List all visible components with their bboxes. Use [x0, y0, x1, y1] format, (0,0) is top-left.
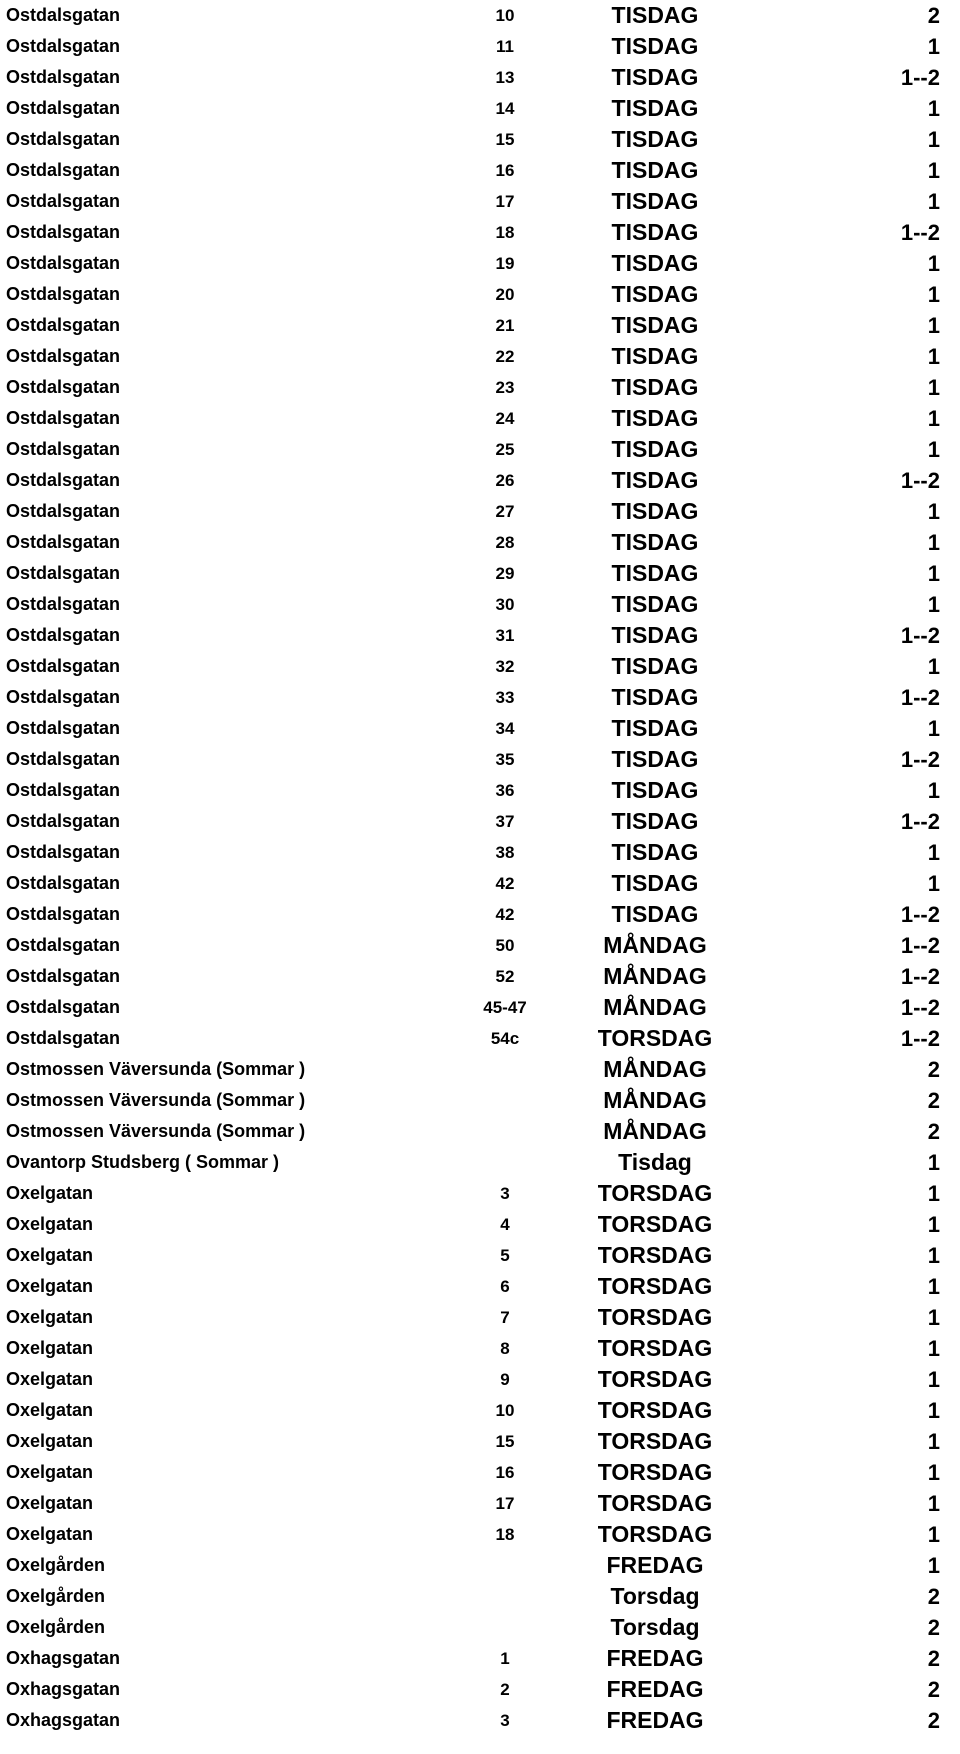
week-number: 1--2	[900, 1026, 940, 1051]
collection-day: FREDAG	[606, 1707, 704, 1733]
house-number: 22	[495, 347, 515, 366]
street-name: Ovantorp Studsberg ( Sommar )	[6, 1152, 280, 1172]
week-number: 1	[927, 561, 940, 586]
week-number: 1	[927, 716, 940, 741]
house-number: 17	[495, 192, 515, 211]
week-number: 1	[927, 282, 940, 307]
house-number: 20	[495, 285, 515, 304]
house-number: 5	[500, 1246, 510, 1265]
table-row	[0, 1519, 960, 1550]
collection-day: TISDAG	[611, 870, 699, 896]
table-row	[0, 31, 960, 62]
street-name: Oxhagsgatan	[6, 1648, 121, 1668]
table-row	[0, 589, 960, 620]
table-row	[0, 806, 960, 837]
collection-day: TISDAG	[611, 405, 699, 431]
house-number: 28	[495, 533, 515, 552]
house-number: 30	[495, 595, 515, 614]
house-number: 15	[495, 1432, 515, 1451]
house-number: 16	[495, 161, 515, 180]
table-row	[0, 1023, 960, 1054]
house-number: 21	[495, 316, 515, 335]
collection-day: MÅNDAG	[603, 1087, 707, 1113]
table-row	[0, 279, 960, 310]
table-row	[0, 0, 960, 31]
collection-day: TISDAG	[611, 188, 699, 214]
street-name: Ostdalsgatan	[6, 532, 121, 552]
collection-day: TISDAG	[611, 653, 699, 679]
house-number: 7	[500, 1308, 510, 1327]
street-name: Ostdalsgatan	[6, 408, 121, 428]
collection-day: Tisdag	[618, 1149, 692, 1175]
house-number: 42	[495, 874, 515, 893]
collection-day: TORSDAG	[597, 1304, 713, 1330]
house-number: 14	[495, 99, 515, 118]
week-number: 1	[927, 158, 940, 183]
table-row	[0, 93, 960, 124]
house-number: 11	[496, 37, 514, 56]
street-name: Ostdalsgatan	[6, 191, 121, 211]
street-name: Oxelgatan	[6, 1493, 94, 1513]
street-name: Ostdalsgatan	[6, 470, 121, 490]
week-number: 1	[927, 437, 940, 462]
table-row	[0, 1271, 960, 1302]
street-name: Oxelgatan	[6, 1338, 94, 1358]
table-row	[0, 1581, 960, 1612]
house-number: 4	[500, 1215, 510, 1234]
table-row	[0, 62, 960, 93]
week-number: 1--2	[900, 623, 940, 648]
street-name: Oxelgatan	[6, 1307, 94, 1327]
house-number: 3	[500, 1184, 510, 1203]
collection-day: TISDAG	[611, 2, 699, 28]
house-number: 13	[495, 68, 515, 87]
week-number: 2	[927, 1615, 940, 1640]
week-number: 1--2	[900, 902, 940, 927]
street-name: Ostdalsgatan	[6, 997, 121, 1017]
week-number: 1	[927, 499, 940, 524]
collection-day: MÅNDAG	[603, 1118, 707, 1144]
street-name: Ostdalsgatan	[6, 129, 121, 149]
street-name: Ostdalsgatan	[6, 718, 121, 738]
table-row	[0, 620, 960, 651]
week-number: 1	[927, 313, 940, 338]
table-row	[0, 248, 960, 279]
table-row	[0, 961, 960, 992]
collection-day: TORSDAG	[597, 1490, 713, 1516]
week-number: 1	[927, 34, 940, 59]
table-row	[0, 1612, 960, 1643]
collection-day: TORSDAG	[597, 1335, 713, 1361]
house-number: 9	[500, 1370, 510, 1389]
table-row	[0, 1054, 960, 1085]
table-row	[0, 992, 960, 1023]
house-number: 10	[495, 1401, 515, 1420]
house-number: 19	[495, 254, 515, 273]
collection-day: TISDAG	[611, 374, 699, 400]
collection-day: TISDAG	[611, 157, 699, 183]
week-number: 2	[927, 1088, 940, 1113]
week-number: 1	[927, 1491, 940, 1516]
collection-day: TISDAG	[611, 498, 699, 524]
week-number: 1	[927, 1398, 940, 1423]
week-number: 2	[927, 1119, 940, 1144]
table-row	[0, 775, 960, 806]
house-number: 27	[495, 502, 515, 521]
street-name: Ostdalsgatan	[6, 377, 121, 397]
week-number: 1--2	[900, 220, 940, 245]
collection-day: FREDAG	[606, 1645, 704, 1671]
street-name: Ostdalsgatan	[6, 563, 121, 583]
table-row	[0, 1178, 960, 1209]
street-name: Ostdalsgatan	[6, 67, 121, 87]
collection-day: TORSDAG	[597, 1211, 713, 1237]
street-name: Ostdalsgatan	[6, 346, 121, 366]
street-name: Oxelgatan	[6, 1400, 94, 1420]
house-number: 25	[495, 440, 515, 459]
table-row	[0, 1364, 960, 1395]
collection-day: TORSDAG	[597, 1025, 713, 1051]
table-row	[0, 341, 960, 372]
house-number: 24	[495, 409, 515, 428]
street-name: Ostmossen Väversunda (Sommar )	[6, 1090, 306, 1110]
week-number: 2	[927, 3, 940, 28]
week-number: 1--2	[900, 964, 940, 989]
street-name: Oxhagsgatan	[6, 1710, 121, 1730]
house-number: 10	[495, 6, 515, 25]
house-number: 2	[500, 1680, 510, 1699]
week-number: 1	[927, 189, 940, 214]
house-number: 34	[495, 719, 515, 738]
table-row	[0, 899, 960, 930]
street-name: Oxelgatan	[6, 1431, 94, 1451]
collection-day: TORSDAG	[597, 1397, 713, 1423]
week-number: 1--2	[900, 809, 940, 834]
house-number: 3	[500, 1711, 510, 1730]
house-number: 31	[495, 626, 515, 645]
table-row	[0, 1395, 960, 1426]
collection-day: Torsdag	[610, 1583, 700, 1609]
street-name: Ostmossen Väversunda (Sommar )	[6, 1059, 306, 1079]
table-row	[0, 1643, 960, 1674]
collection-day: TORSDAG	[597, 1366, 713, 1392]
street-name: Ostdalsgatan	[6, 842, 121, 862]
table-row	[0, 217, 960, 248]
house-number: 15	[495, 130, 515, 149]
week-number: 1--2	[900, 468, 940, 493]
street-name: Oxelgården	[6, 1617, 106, 1637]
week-number: 1	[927, 778, 940, 803]
house-number: 8	[500, 1339, 510, 1358]
table-row	[0, 1147, 960, 1178]
street-name: Oxelgatan	[6, 1183, 94, 1203]
street-name: Ostdalsgatan	[6, 749, 121, 769]
collection-day: TISDAG	[611, 33, 699, 59]
table-row	[0, 713, 960, 744]
house-number: 37	[495, 812, 515, 831]
collection-day: TISDAG	[611, 126, 699, 152]
street-name: Ostdalsgatan	[6, 1028, 121, 1048]
week-number: 1	[927, 1212, 940, 1237]
street-name: Oxelgatan	[6, 1462, 94, 1482]
table-row	[0, 868, 960, 899]
street-name: Ostdalsgatan	[6, 935, 121, 955]
table-row	[0, 1085, 960, 1116]
table-row	[0, 1550, 960, 1581]
street-name: Ostdalsgatan	[6, 656, 121, 676]
table-row	[0, 1209, 960, 1240]
house-number: 16	[495, 1463, 515, 1482]
collection-day: TORSDAG	[597, 1242, 713, 1268]
house-number: 29	[495, 564, 515, 583]
week-number: 1	[927, 592, 940, 617]
collection-day: MÅNDAG	[603, 994, 707, 1020]
week-number: 2	[927, 1677, 940, 1702]
collection-day: TISDAG	[611, 560, 699, 586]
table-row	[0, 1426, 960, 1457]
street-name: Ostdalsgatan	[6, 315, 121, 335]
week-number: 1	[927, 1522, 940, 1547]
table-row	[0, 1116, 960, 1147]
street-name: Oxelgatan	[6, 1369, 94, 1389]
table-row	[0, 124, 960, 155]
table-row	[0, 930, 960, 961]
table-row	[0, 651, 960, 682]
house-number: 45-47	[483, 998, 527, 1017]
street-name: Ostdalsgatan	[6, 36, 121, 56]
collection-day: FREDAG	[606, 1676, 704, 1702]
house-number: 23	[495, 378, 515, 397]
week-number: 1	[927, 654, 940, 679]
week-number: 1--2	[900, 933, 940, 958]
street-name: Ostdalsgatan	[6, 966, 121, 986]
week-number: 1--2	[900, 65, 940, 90]
table-row	[0, 837, 960, 868]
collection-day: TISDAG	[611, 312, 699, 338]
street-name: Ostdalsgatan	[6, 439, 121, 459]
collection-day: TISDAG	[611, 839, 699, 865]
street-name: Ostdalsgatan	[6, 780, 121, 800]
street-name: Ostdalsgatan	[6, 222, 121, 242]
collection-day: TISDAG	[611, 436, 699, 462]
house-number: 17	[495, 1494, 515, 1513]
table-row	[0, 1240, 960, 1271]
collection-day: TISDAG	[611, 250, 699, 276]
week-number: 1	[927, 375, 940, 400]
week-number: 1	[927, 1367, 940, 1392]
street-name: Oxelgatan	[6, 1524, 94, 1544]
street-name: Ostdalsgatan	[6, 625, 121, 645]
week-number: 1	[927, 406, 940, 431]
street-name: Ostdalsgatan	[6, 98, 121, 118]
street-name: Ostmossen Väversunda (Sommar )	[6, 1121, 306, 1141]
week-number: 1	[927, 1181, 940, 1206]
week-number: 1	[927, 530, 940, 555]
table-row	[0, 1302, 960, 1333]
street-name: Ostdalsgatan	[6, 687, 121, 707]
table-row	[0, 558, 960, 589]
table-row	[0, 1705, 960, 1736]
street-name: Ostdalsgatan	[6, 253, 121, 273]
week-number: 1	[927, 871, 940, 896]
street-name: Ostdalsgatan	[6, 811, 121, 831]
street-name: Oxelgården	[6, 1586, 106, 1606]
street-name: Oxelgatan	[6, 1245, 94, 1265]
collection-day: MÅNDAG	[603, 932, 707, 958]
table-row	[0, 527, 960, 558]
week-number: 1	[927, 251, 940, 276]
street-name: Ostdalsgatan	[6, 501, 121, 521]
collection-day: TISDAG	[611, 281, 699, 307]
table-row	[0, 403, 960, 434]
collection-day: TORSDAG	[597, 1521, 713, 1547]
collection-day: TISDAG	[611, 467, 699, 493]
house-number: 38	[495, 843, 515, 862]
table-row	[0, 496, 960, 527]
week-number: 1	[927, 127, 940, 152]
house-number: 52	[495, 967, 515, 986]
week-number: 2	[927, 1646, 940, 1671]
street-name: Ostdalsgatan	[6, 5, 121, 25]
collection-day: TISDAG	[611, 808, 699, 834]
house-number: 26	[495, 471, 515, 490]
collection-day: TISDAG	[611, 684, 699, 710]
table-row	[0, 186, 960, 217]
collection-day: TISDAG	[611, 529, 699, 555]
collection-day: TISDAG	[611, 746, 699, 772]
collection-day: TISDAG	[611, 219, 699, 245]
house-number: 33	[495, 688, 515, 707]
collection-day: TISDAG	[611, 622, 699, 648]
week-number: 1	[927, 344, 940, 369]
table-row	[0, 465, 960, 496]
house-number: 6	[500, 1277, 510, 1296]
collection-day: TISDAG	[611, 64, 699, 90]
week-number: 1	[927, 1305, 940, 1330]
table-row	[0, 1488, 960, 1519]
week-number: 1	[927, 1460, 940, 1485]
collection-day: TISDAG	[611, 715, 699, 741]
house-number: 42	[495, 905, 515, 924]
house-number: 54c	[490, 1029, 520, 1048]
street-name: Oxelgatan	[6, 1214, 94, 1234]
table-row	[0, 434, 960, 465]
week-number: 1--2	[900, 995, 940, 1020]
week-number: 1--2	[900, 685, 940, 710]
street-name: Ostdalsgatan	[6, 160, 121, 180]
street-name: Oxelgården	[6, 1555, 106, 1575]
collection-day: TISDAG	[611, 777, 699, 803]
week-number: 1	[927, 1150, 940, 1175]
collection-day: MÅNDAG	[603, 1056, 707, 1082]
table-row	[0, 310, 960, 341]
table-row	[0, 682, 960, 713]
street-name: Oxhagsgatan	[6, 1679, 121, 1699]
street-name: Ostdalsgatan	[6, 904, 121, 924]
house-number: 35	[495, 750, 515, 769]
week-number: 2	[927, 1584, 940, 1609]
house-number: 1	[500, 1649, 510, 1668]
collection-day: TORSDAG	[597, 1428, 713, 1454]
collection-day: FREDAG	[606, 1552, 704, 1578]
table-row	[0, 1333, 960, 1364]
house-number: 32	[495, 657, 515, 676]
collection-day: TISDAG	[611, 901, 699, 927]
street-name: Ostdalsgatan	[6, 873, 121, 893]
street-name: Ostdalsgatan	[6, 284, 121, 304]
street-name: Oxelgatan	[6, 1276, 94, 1296]
week-number: 2	[927, 1057, 940, 1082]
week-number: 2	[927, 1708, 940, 1733]
table-row	[0, 372, 960, 403]
collection-day: MÅNDAG	[603, 963, 707, 989]
house-number: 50	[495, 936, 515, 955]
collection-day: TISDAG	[611, 591, 699, 617]
week-number: 1	[927, 96, 940, 121]
week-number: 1	[927, 1553, 940, 1578]
week-number: 1--2	[900, 747, 940, 772]
table-row	[0, 744, 960, 775]
house-number: 18	[495, 1525, 515, 1544]
table-row	[0, 155, 960, 186]
week-number: 1	[927, 1429, 940, 1454]
collection-day: TORSDAG	[597, 1459, 713, 1485]
collection-day: Torsdag	[610, 1614, 700, 1640]
street-name: Ostdalsgatan	[6, 594, 121, 614]
collection-day: TISDAG	[611, 343, 699, 369]
table-row	[0, 1674, 960, 1705]
collection-day: TISDAG	[611, 95, 699, 121]
house-number: 36	[495, 781, 515, 800]
week-number: 1	[927, 1336, 940, 1361]
collection-day: TORSDAG	[597, 1273, 713, 1299]
week-number: 1	[927, 840, 940, 865]
week-number: 1	[927, 1274, 940, 1299]
table-row	[0, 1457, 960, 1488]
collection-day: TORSDAG	[597, 1180, 713, 1206]
house-number: 18	[495, 223, 515, 242]
week-number: 1	[927, 1243, 940, 1268]
